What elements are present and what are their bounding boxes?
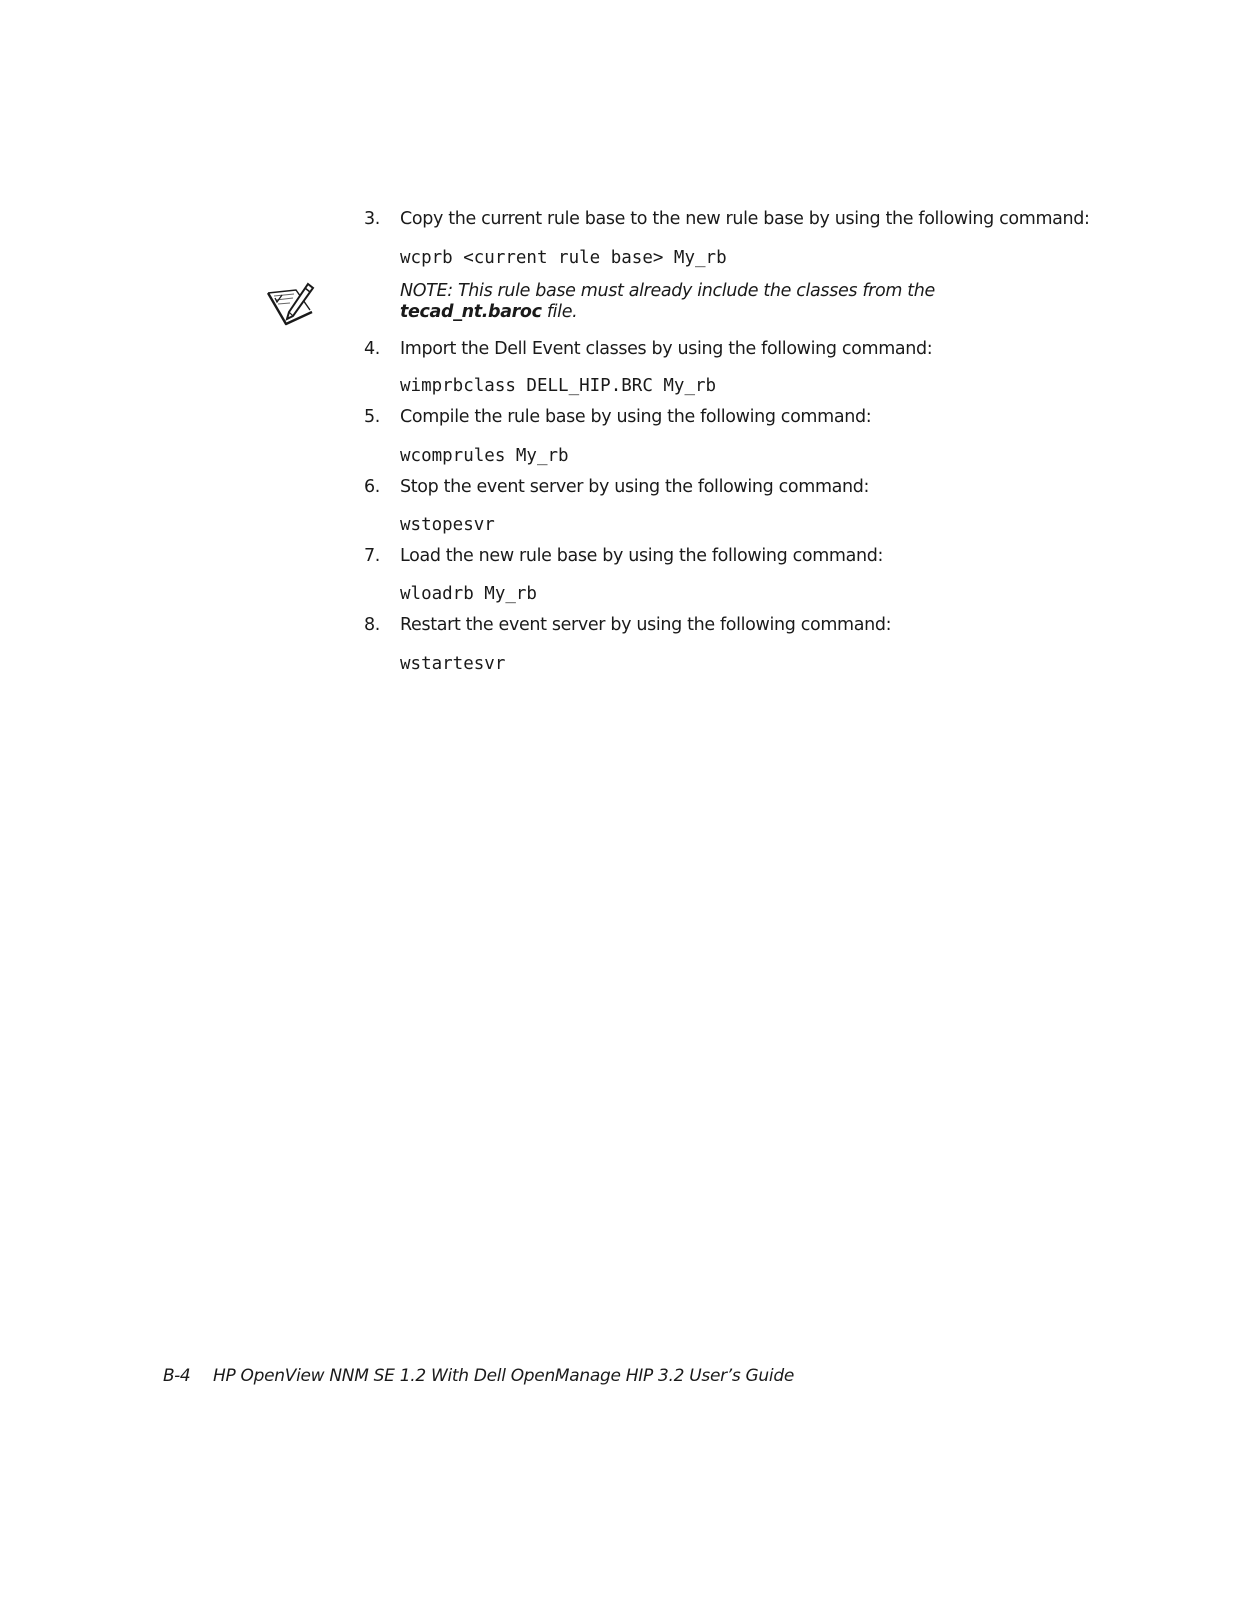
command-line: wimprbclass DELL_HIP.BRC My_rb (400, 376, 717, 396)
step-text: Compile the rule base by using the following command: (400, 407, 872, 427)
command-line: wcprb <current rule base> My_rb (400, 248, 727, 268)
note-text: NOTE: This rule base must already include the classes from the tecad_nt.baroc file. (400, 281, 935, 322)
page-footer (163, 1365, 794, 1387)
command-line: wloadrb My_rb (400, 584, 537, 604)
step-number: 6. (364, 477, 380, 497)
step-text: Restart the event server by using the following command: (400, 615, 892, 635)
command-line: wcomprules My_rb (400, 446, 569, 466)
step-number: 4. (364, 339, 380, 359)
step-number: 8. (364, 615, 380, 635)
step-number: 5. (364, 407, 380, 427)
note-filename: tecad_nt.baroc (400, 302, 542, 322)
step-text: Copy the current rule base to the new rule base by using the following command: (400, 209, 1090, 229)
step-number: 7. (364, 546, 380, 566)
step-text: Stop the event server by using the following command: (400, 477, 870, 497)
step-text: Load the new rule base by using the following command: (400, 546, 884, 566)
step-text: Import the Dell Event classes by using the following command: (400, 339, 933, 359)
command-line: wstartesvr (400, 654, 506, 674)
note-pencil-icon (266, 282, 316, 328)
page-number: B-4 (163, 1366, 191, 1386)
command-line: wstopesvr (400, 515, 495, 535)
document-title: HP OpenView NNM SE 1.2 With Dell OpenManage HIP 3.2 User’s Guide (213, 1366, 794, 1386)
step-number: 3. (364, 209, 380, 229)
